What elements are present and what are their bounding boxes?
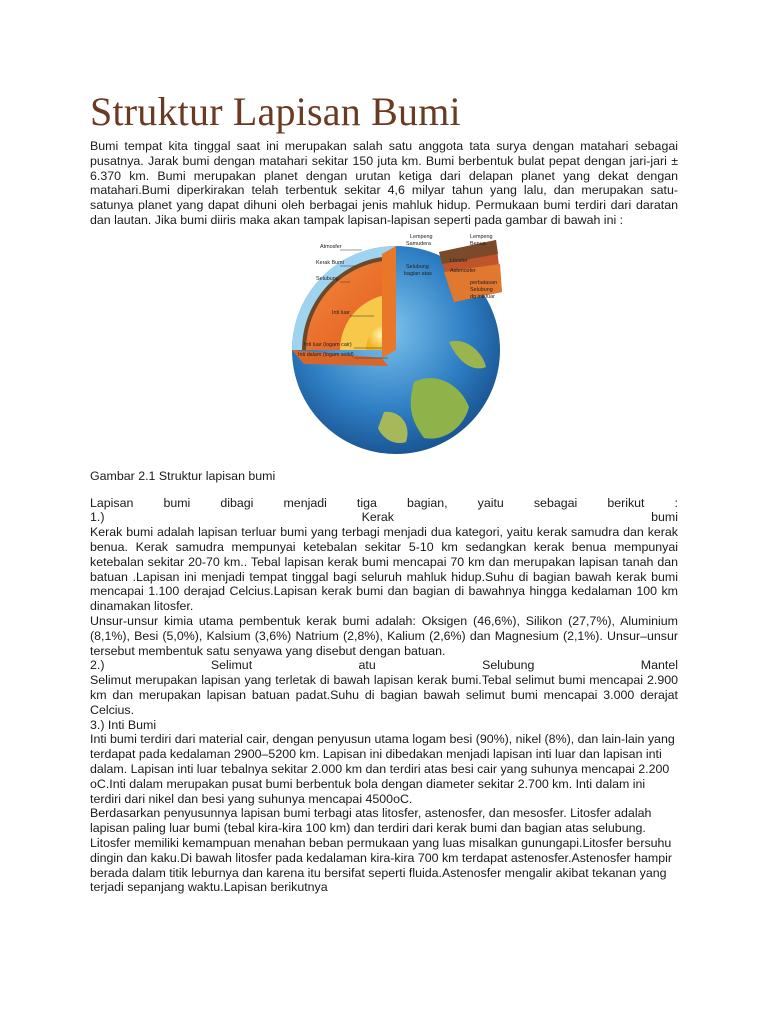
section-heading-selimut: 2.) Selimut atu Selubung Mantel: [90, 658, 678, 673]
label-lempeng-samudera: Lempeng: [410, 233, 433, 240]
label-perbatasan: Selubung: [470, 286, 493, 293]
section-heading-kerak: 1.) Kerak bumi: [90, 510, 678, 525]
kerak-paragraph: Kerak bumi adalah lapisan terluar bumi yang terbagi menjadi dua kategori, yaitu kerak samudra dan kerak benua. Kerak samudra mempunyai ketebalan sekitar 5-10 km sedangkan kerak benua mempunyai ketebalan sekitar 20-70 km.. Tebal lapisan kerak bumi mencapai 70 km dan merupakan lapisan tanah dan batuan .Lapisan ini menjadi tempat tinggal bagi seluruh mahluk hidup.Suhu di bagian bawah kerak bumi mencapai 1.100 derajad Celcius.Lapisan kerak bumi dan bagian di bawahnya hingga kedalaman 100 km dinamakan litosfer.: [90, 525, 678, 614]
label-lempeng-benua: Lempeng: [470, 233, 493, 240]
label-selubung: Selubung: [316, 275, 339, 282]
label-selubung-atas: bagian atas: [404, 270, 432, 277]
figure-caption: Gambar 2.1 Struktur lapisan bumi: [90, 468, 276, 483]
berdasarkan-paragraph: Berdasarkan penyusunnya lapisan bumi terbagi atas litosfer, astenosfer, dan mesosfer. Litosfer adalah lapisan paling luar bumi (tebal kira-kira 100 km) dan terdiri dari kerak bumi dan bagian atas selubung. Litosfer memiliki kemampuan menahan beban permukaan yang luas misalkan gunungapi.Litosfer bersuhu dingin dan kaku.Di bawah litosfer pada kedalaman kira-kira 700 km terdapat astenosfer.Astenosfer hampir berada dalam titik leburnya dan karena itu bersifat seperti fluida.Astenosfer mengalir akibat tekanan yang terjadi sepanjang waktu.Lapisan berikutnya: [90, 806, 672, 895]
label-selubung-atas: Selubung: [406, 263, 429, 270]
page-title: Struktur Lapisan Bumi: [90, 89, 461, 134]
earth-layers-illustration: [264, 232, 504, 458]
label-lempeng-samudera: Samudera: [406, 240, 431, 247]
intro-paragraph: Bumi tempat kita tinggal saat ini merupakan salah satu anggota tata surya dengan matahari sebagai pusatnya. Jarak bumi dengan matahari sekitar 150 juta km. Bumi berbentuk bulat pepat dengan jari-jari ± 6.370 km. Bumi merupakan planet dengan urutan ketiga dari delapan planet yang dekat dengan matahari.Bumi diperkirakan telah terbentuk sekitar 4,6 milyar tahun yang lalu, dan merupakan satu-satunya planet yang dapat dihuni oleh berbagai jenis mahluk hidup. Permukaan bumi terdiri dari daratan dan lautan. Jika bumi diiris maka akan tampak lapisan-lapisan seperti pada gambar di bawah ini :: [90, 139, 678, 227]
label-kerak-bumi: Kerak Bumi: [316, 259, 344, 266]
section-heading-inti: 3.) Inti Bumi: [90, 717, 157, 732]
label-perbatasan: perbatasan: [470, 279, 497, 286]
label-astenosfer: Astenosfer: [450, 267, 476, 274]
inti-paragraph: Inti bumi terdiri dari material cair, dengan penyusun utama logam besi (90%), nikel (8%), dan lain-lain yang terdapat pada kedalaman 2900–5200 km. Lapisan ini dibedakan menjadi lapisan inti luar dan lapisan inti dalam. Lapisan inti luar tebalnya sekitar 2.000 km dan terdiri atas besi cair yang suhunya mencapai 2.200 oC.Inti dalam merupakan pusat bumi berbentuk bola dengan diameter sekitar 2.700 km. Inti dalam ini terdiri dari nikel dan besi yang suhunya mencapai 4500oC.: [90, 732, 675, 806]
document-body: [90, 139, 678, 895]
cut-face: [382, 246, 396, 358]
unsur-paragraph: Unsur-unsur kimia utama pembentuk kerak bumi adalah: Oksigen (46,6%), Silikon (27,7%), Aluminium (8,1%), Besi (5,0%), Kalsium (3,6%) Natrium (2,8%), Kalium (2,6%) dan Magnesium (2,1%). Unsur–unsur tersebut membentuk satu senyawa yang disebut dengan batuan.: [90, 613, 678, 658]
label-litosfer: Litosfer: [450, 257, 468, 264]
label-inti-luar: Inti luar: [332, 309, 350, 316]
label-inti-dalam: Inti dalam (logam solid): [298, 351, 354, 358]
label-inti-luar-cair: Inti luar (logam cair): [304, 341, 352, 348]
layers-intro-line: Lapisan bumi dibagi menjadi tiga bagian, yaitu sebagai berikut :: [90, 495, 678, 510]
label-lempeng-benua: Benua: [470, 240, 486, 247]
label-atmosfer: Atmosfer: [320, 243, 342, 250]
selimut-paragraph: Selimut merupakan lapisan yang terletak di bawah lapisan kerak bumi.Tebal selimut bumi mencapai 2.900 km dan merupakan lapisan batuan padat.Suhu di bagian bawah selimut bumi mencapai 3.000 derajat Celcius.: [90, 673, 678, 717]
label-perbatasan: dg inti luar: [470, 293, 495, 300]
figure-container: [90, 232, 678, 462]
